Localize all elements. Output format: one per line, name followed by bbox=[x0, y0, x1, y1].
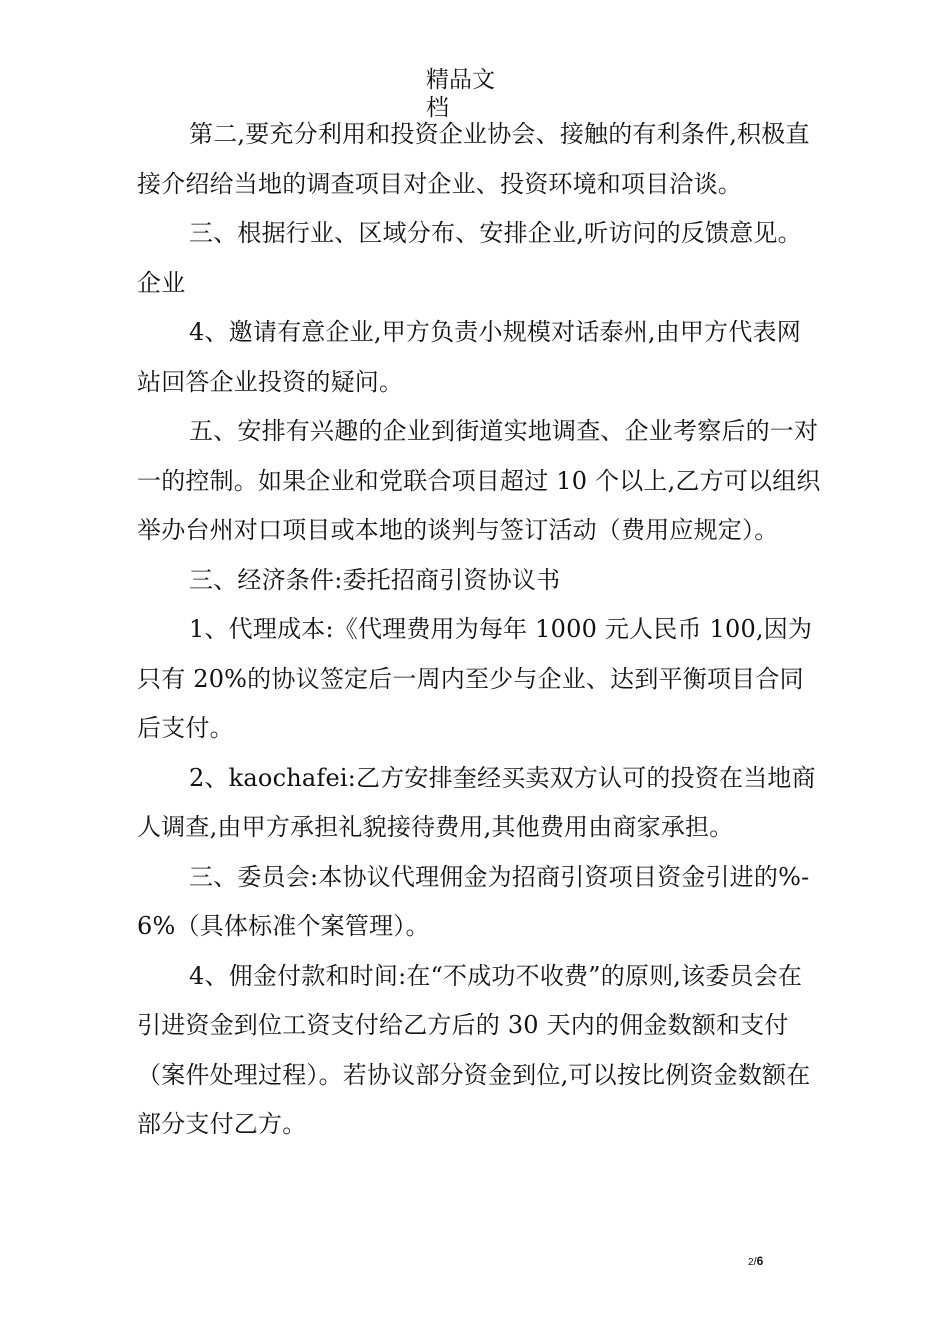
paragraph-1: 第二,要充分利用和投资企业协会、接触的有利条件,积极直接介绍给当地的调查项目对企业、投资环境和项目洽谈。 bbox=[137, 120, 810, 198]
paragraph-5: 三、经济条件:委托招商引资协议书 bbox=[189, 565, 561, 594]
paragraph-3: 4、邀请有意企业,甲方负责小规模对话泰州,由甲方代表网站回答企业投资的疑问。 bbox=[137, 318, 801, 396]
paragraph-2: 三、根据行业、区域分布、安排企业,听访问的反馈意见。企业 bbox=[137, 219, 802, 297]
page-separator: / bbox=[753, 1256, 757, 1268]
total-pages: 6 bbox=[756, 1254, 764, 1268]
paragraph-4: 五、安排有兴趣的企业到街道实地调查、企业考察后的一对一的控制。如果企业和党联合项目超过 10 个以上,乙方可以组织举办台州对口项目或本地的谈判与签订活动（费用应规定）。 bbox=[137, 417, 821, 544]
paragraph-7: 2、kaochafei:乙方安排奎经买卖双方认可的投资在当地商人调查,由甲方承担礼貌接待费用,其他费用由商家承担。 bbox=[137, 763, 816, 841]
paragraph-6: 1、代理成本:《代理费用为每年 1000 元人民币 100,因为只有 20%的协议签定后一周内至少与企业、达到平衡项目合同后支付。 bbox=[137, 615, 813, 742]
current-page: 2 bbox=[748, 1257, 754, 1268]
paragraph-9: 4、佣金付款和时间:在“不成功不收费”的原则,该委员会在引进资金到位工资支付给乙方后的 30 天内的佣金数额和支付（案件处理过程）。若协议部分资金到位,可以按比例资金数额在部分支付乙方。 bbox=[137, 961, 811, 1138]
paragraph-8: 三、委员会:本协议代理佣金为招商引资项目资金引进的%-6%（具体标准个案管理）。 bbox=[137, 862, 810, 940]
document-body bbox=[137, 110, 823, 1150]
page-header-title: 精品文档 bbox=[426, 67, 495, 121]
page-number bbox=[748, 1254, 763, 1268]
